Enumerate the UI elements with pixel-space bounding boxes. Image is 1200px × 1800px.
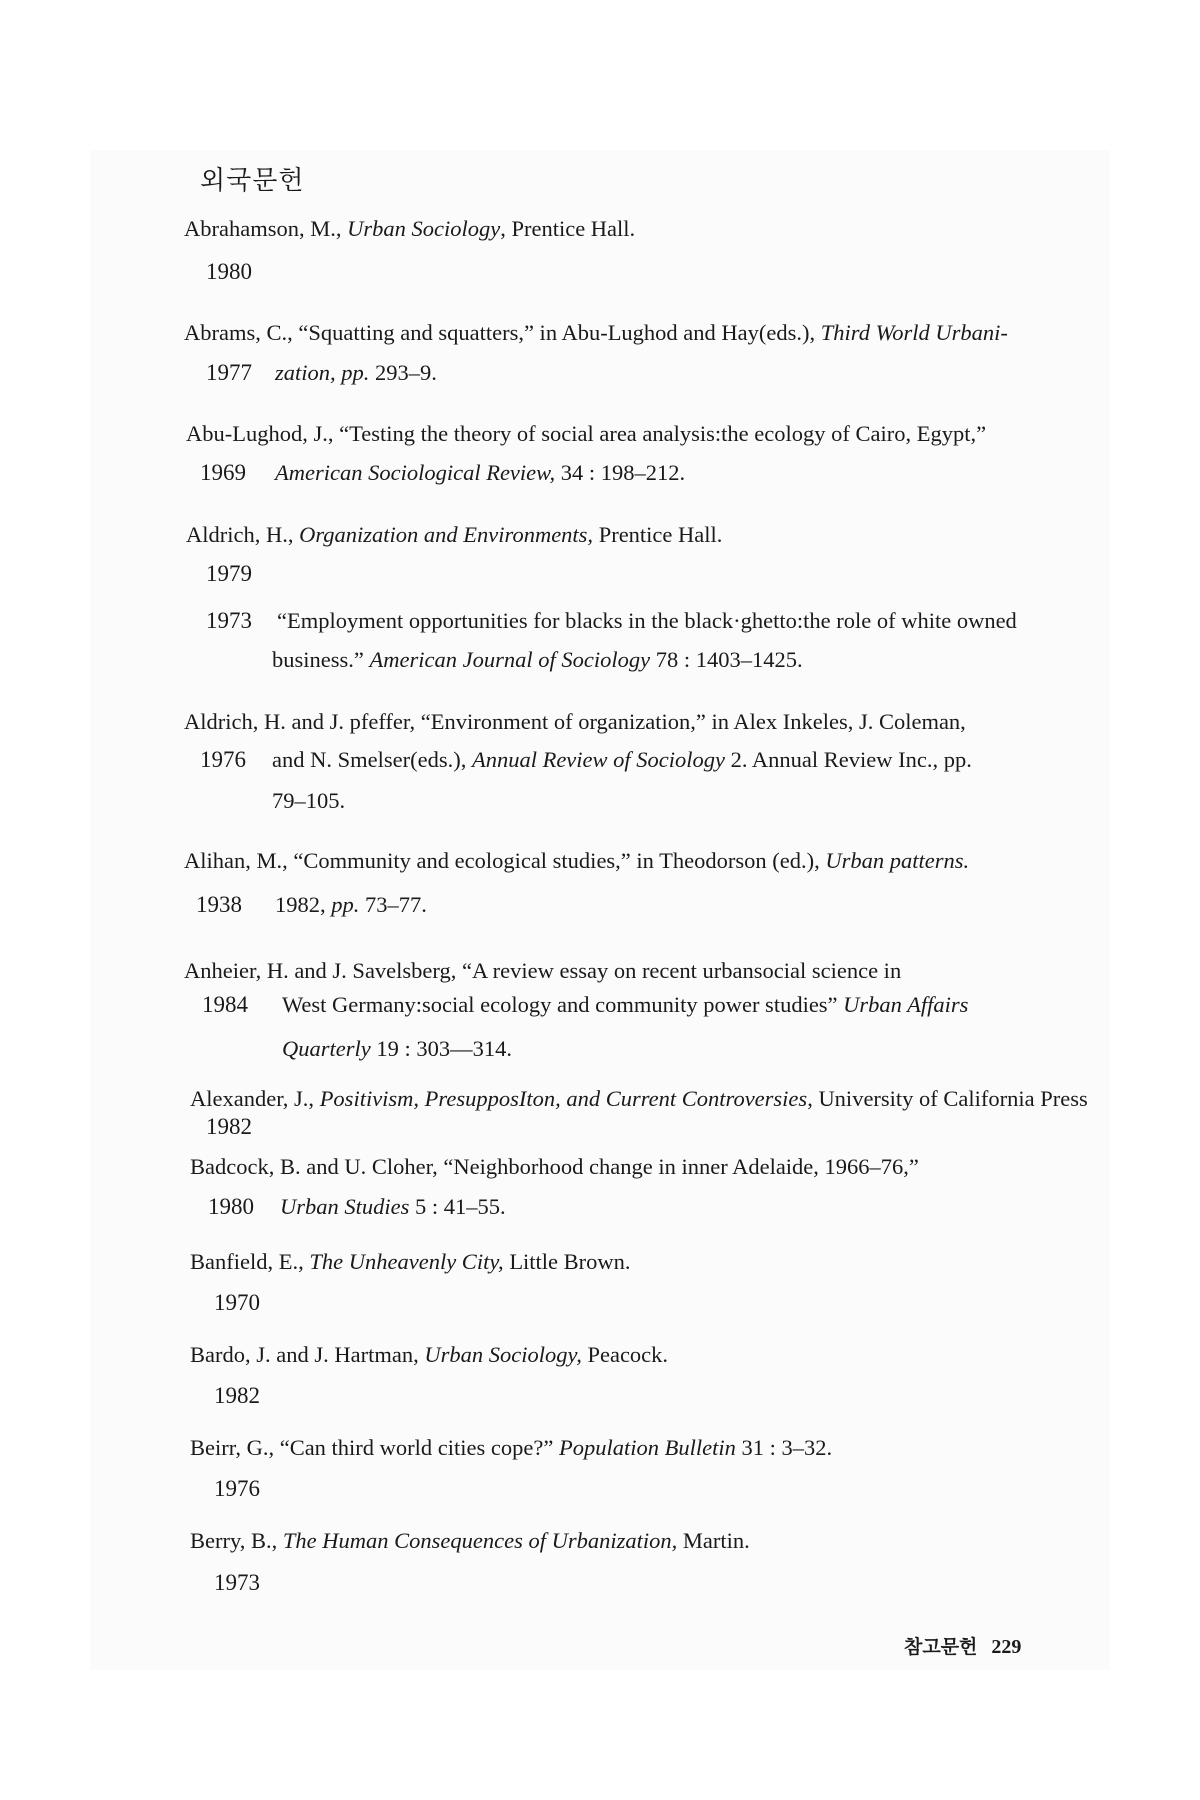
citation-text: Abu-Lughod, J., “Testing the theory of social area analysis:the ecology of Cairo, Egypt,” bbox=[186, 421, 987, 446]
citation-title: zation, pp. bbox=[275, 360, 370, 385]
running-footer-label: 참고문헌 bbox=[904, 1636, 978, 1658]
citation-text: Bardo, J. and J. Hartman, bbox=[190, 1342, 425, 1367]
reference-line bbox=[272, 788, 345, 814]
citation-title: Organization and Environments, bbox=[299, 522, 594, 547]
section-title: 외국문헌 bbox=[200, 166, 305, 196]
citation-text: 293–9. bbox=[369, 360, 437, 385]
citation-text: Alexander, J., bbox=[190, 1086, 320, 1111]
reference-line bbox=[275, 360, 437, 386]
publication-year: 1979 bbox=[206, 561, 252, 586]
reference-line bbox=[184, 709, 966, 735]
citation-title: Urban Sociology, bbox=[424, 1342, 582, 1367]
citation-title: Quarterly bbox=[282, 1036, 371, 1061]
citation-text: Anheier, H. and J. Savelsberg, “A review essay on recent urbansocial science in bbox=[184, 958, 902, 983]
citation-title: Annual Review of Sociology bbox=[471, 747, 726, 772]
citation-text: 2. Annual Review Inc., pp. bbox=[725, 747, 972, 772]
reference-line bbox=[186, 522, 722, 548]
reference-line bbox=[272, 647, 803, 673]
publication-year: 1973 bbox=[214, 1570, 260, 1595]
citation-text: , University of California Press bbox=[807, 1086, 1088, 1111]
citation-title: Urban patterns. bbox=[825, 848, 970, 873]
citation-text: “Employment opportunities for blacks in the black·ghetto:the role of white owned bbox=[277, 608, 1017, 633]
publication-year: 1976 bbox=[214, 1476, 260, 1501]
citation-text: Martin. bbox=[677, 1528, 750, 1553]
citation-text: and N. Smelser(eds.), bbox=[272, 747, 472, 772]
citation-text: 34 : 198–212. bbox=[555, 460, 686, 485]
citation-text: 1982, bbox=[275, 892, 332, 917]
citation-text: , Prentice Hall. bbox=[500, 216, 636, 241]
citation-text: Little Brown. bbox=[503, 1249, 631, 1274]
reference-line bbox=[190, 1154, 919, 1180]
citation-title: pp. bbox=[331, 892, 360, 917]
reference-line bbox=[275, 460, 685, 486]
publication-year: 1938 bbox=[196, 892, 242, 917]
publication-year: 1976 bbox=[200, 747, 246, 772]
citation-text: Badcock, B. and U. Cloher, “Neighborhood change in inner Adelaide, 1966–76,” bbox=[190, 1154, 919, 1179]
citation-text: 79–105. bbox=[272, 788, 346, 813]
reference-line bbox=[190, 1435, 832, 1461]
citation-text: business.” bbox=[272, 647, 370, 672]
reference-line bbox=[186, 421, 986, 447]
citation-title: The Human Consequences of Urbanization, bbox=[282, 1528, 678, 1553]
citation-text: 31 : 3–32. bbox=[735, 1435, 833, 1460]
reference-line bbox=[184, 216, 635, 242]
citation-title: Population Bulletin bbox=[558, 1435, 736, 1460]
citation-text: Banfield, E., bbox=[190, 1249, 310, 1274]
citation-title: The Unheavenly City, bbox=[309, 1249, 504, 1274]
citation-text: Prentice Hall. bbox=[593, 522, 723, 547]
citation-text: Peacock. bbox=[581, 1342, 669, 1367]
reference-line bbox=[190, 1086, 1088, 1112]
citation-title: Positivism, PresupposIton, and Current Controversies bbox=[319, 1086, 808, 1111]
publication-year: 1973 bbox=[206, 608, 252, 633]
citation-title: American Sociological Review, bbox=[275, 460, 556, 485]
page-footer bbox=[904, 1632, 1021, 1659]
reference-line bbox=[282, 1036, 512, 1062]
citation-text: Alihan, M., “Community and ecological studies,” in Theodorson (ed.), bbox=[184, 848, 826, 873]
reference-line bbox=[184, 320, 1008, 346]
reference-line bbox=[280, 1194, 506, 1220]
reference-line bbox=[277, 608, 1017, 634]
citation-title: Urban Sociology bbox=[347, 216, 501, 241]
citation-title: Third World Urbani- bbox=[820, 320, 1008, 345]
citation-text: West Germany:social ecology and community power studies” bbox=[282, 992, 844, 1017]
citation-title: Urban Affairs bbox=[843, 992, 969, 1017]
publication-year: 1982 bbox=[206, 1114, 252, 1139]
citation-text: Beirr, G., “Can third world cities cope?” bbox=[190, 1435, 559, 1460]
publication-year: 1969 bbox=[200, 460, 246, 485]
reference-line bbox=[184, 848, 969, 874]
reference-line bbox=[190, 1249, 631, 1275]
citation-text: 19 : 303—314. bbox=[370, 1036, 513, 1061]
reference-line bbox=[190, 1342, 668, 1368]
citation-text: 73–77. bbox=[359, 892, 427, 917]
citation-text: Aldrich, H. and J. pfeffer, “Environment of organization,” in Alex Inkeles, J. Coleman, bbox=[184, 709, 966, 734]
publication-year: 1984 bbox=[202, 992, 248, 1017]
citation-text: Berry, B., bbox=[190, 1528, 283, 1553]
reference-line bbox=[184, 958, 901, 984]
reference-line bbox=[272, 747, 972, 773]
publication-year: 1982 bbox=[214, 1383, 260, 1408]
publication-year: 1977 bbox=[206, 360, 252, 385]
reference-line bbox=[275, 892, 427, 918]
reference-line bbox=[190, 1528, 750, 1554]
reference-line bbox=[282, 992, 968, 1018]
publication-year: 1980 bbox=[206, 259, 252, 284]
citation-text: Abrams, C., “Squatting and squatters,” in Abu-Lughod and Hay(eds.), bbox=[184, 320, 821, 345]
publication-year: 1970 bbox=[214, 1290, 260, 1315]
citation-title: Urban Studies bbox=[280, 1194, 410, 1219]
citation-text: Abrahamson, M., bbox=[184, 216, 348, 241]
publication-year: 1980 bbox=[208, 1194, 254, 1219]
citation-text: 78 : 1403–1425. bbox=[650, 647, 803, 672]
citation-title: American Journal of Sociology bbox=[369, 647, 651, 672]
page-number: 229 bbox=[991, 1636, 1022, 1658]
citation-text: 5 : 41–55. bbox=[409, 1194, 506, 1219]
citation-text: Aldrich, H., bbox=[186, 522, 300, 547]
